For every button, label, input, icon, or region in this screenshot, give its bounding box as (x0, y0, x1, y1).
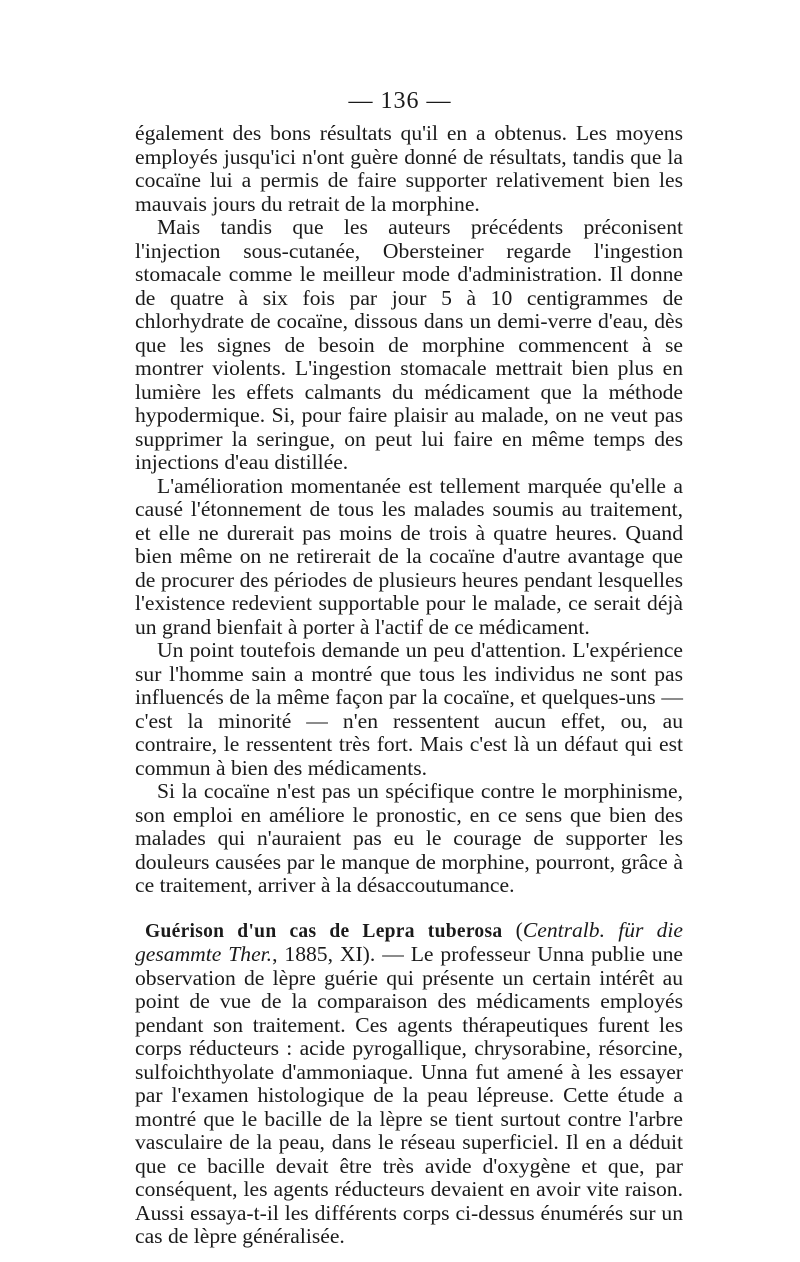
lepra-section (135, 919, 683, 1249)
reference-open: ( (502, 917, 523, 942)
paragraph-3: L'amélioration momentanée est tellement marquée qu'elle a causé l'étonnement de tous les malades soumis au traitement, et elle ne durerait pas moins de trois à quatre heures. Quand bien même on ne retirerait de la cocaïne d'autre avantage que de procurer des périodes de plusieurs heures pendant lesquelles l'existence redevient supportable pour le malade, ce serait déjà un grand bienfait à porter à l'actif de ce médicament. (135, 473, 683, 639)
paragraph-1: également des bons résultats qu'il en a obtenus. Les moyens employés jusqu'ici n'ont guère donné de résultats, tandis que la cocaïne lui a permis de faire supporter relativement bien les mauvais jours du retrait de la morphine. (135, 121, 683, 216)
section-paragraph (135, 919, 683, 1249)
reference-journal-title: Centralb. für die gesammte Ther. (135, 917, 683, 966)
body-text (135, 122, 683, 1249)
page-number: — 136 — (348, 88, 452, 114)
paragraph-4: Un point toutefois demande un peu d'attention. L'expérience sur l'homme sain a montré que tous les individus ne sont pas influencés de la même façon par la cocaïne, et quelques-uns — c'est la minorité — n'en ressentent aucun effet, ou, au contraire, le ressentent très fort. Mais c'est là un défaut qui est commun à bien des médicaments. (135, 638, 683, 780)
section-heading: Guérison d'un cas de Lepra tuberosa (145, 920, 503, 942)
paragraph-5: Si la cocaïne n'est pas un spécifique contre le morphinisme, son emploi en améliore le pronostic, en ce sens que bien des malades qui n'auraient pas eu le courage de supporter les douleurs causées par le manque de morphine, pourront, grâce à ce traitement, arriver à la désaccoutumance. (135, 779, 683, 897)
reference-details: , 1885, XI). (272, 942, 376, 966)
section-body: — Le professeur Unna publie une observation de lèpre guérie qui présente un certain intérêt au point de vue de la comparaison des médicaments employés pendant son traitement. Ces agents thérapeutiques furent les corps réducteurs : acide pyrogallique, chrysorabine, résorcine, sulfoichthyolate d'ammoniaque. Unna fut amené à les essayer par l'examen histologique de la peau lépreuse. Cette étude a montré que le bacille de la lèpre se tient surtout contre l'arbre vasculaire de la peau, dans le réseau superficiel. Il en a déduit que ce bacille devait être très avide d'oxygène et que, par conséquent, les agents réducteurs devaient en avoir vite raison. Aussi essaya-t-il les différents corps ci-dessus énumérés sur un cas de lèpre généralisée. (135, 942, 684, 1248)
paragraph-2: Mais tandis que les auteurs précédents préconisent l'injection sous-cutanée, Obersteiner regarde l'ingestion stomacale comme le meilleur mode d'administration. Il donne de quatre à six fois par jour 5 à 10 centigrammes de chlorhydrate de cocaïne, dissous dans un demi-verre d'eau, dès que les signes de besoin de morphine commencent à se montrer violents. L'ingestion stomacale mettrait bien plus en lumière les effets calmants du médicament que la méthode hypodermique. Si, pour faire plaisir au malade, on ne veut pas supprimer la seringue, on peut lui faire en même temps des injections d'eau distillée. (135, 215, 683, 474)
